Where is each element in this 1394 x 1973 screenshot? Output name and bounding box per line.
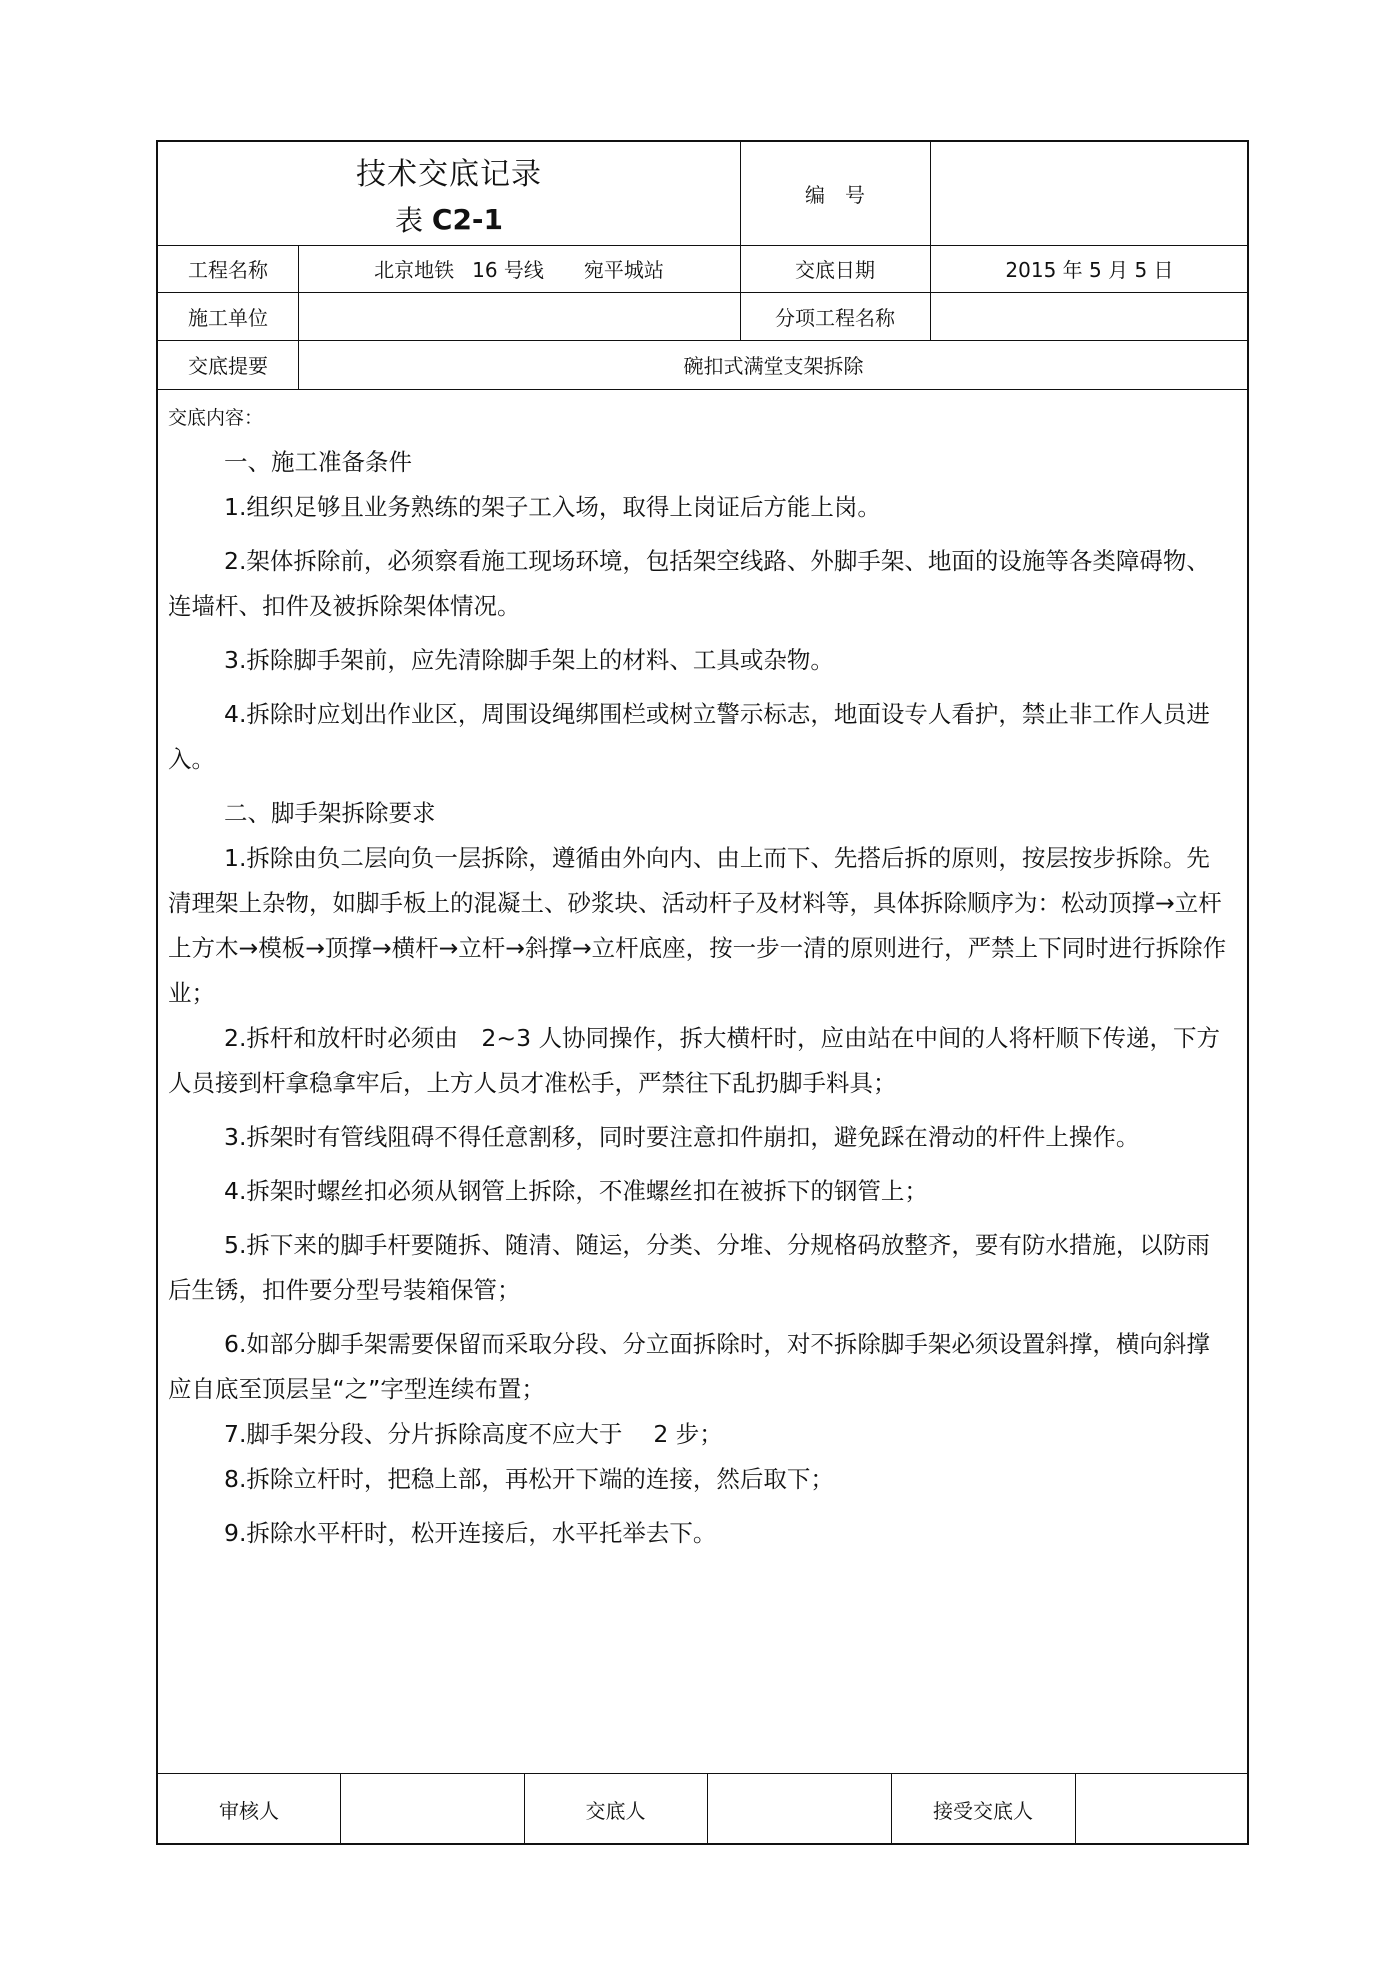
content-paragraph: 3.拆除脚手架前，应先清除脚手架上的材料、工具或杂物。 <box>224 646 834 674</box>
disclosure-record-form <box>156 140 1249 1845</box>
content-label: 交底内容： <box>168 407 264 429</box>
content-paragraph: 5.拆下来的脚手杆要随拆、随清、随运，分类、分堆、分规格码放整齐，要有防水措施，以防雨后生锈，扣件要分型号装箱保管； <box>168 1231 1210 1304</box>
content-paragraph: 2.拆杆和放杆时必须由 2~3 人协同操作，拆大横杆时，应由站在中间的人将杆顺下传递，下方人员接到杆拿稳拿牢后，上方人员才准松手，严禁往下乱扔脚手料具； <box>168 1024 1220 1097</box>
project-name-label: 工程名称 <box>188 258 268 282</box>
content-paragraph: 4.拆架时螺丝扣必须从钢管上拆除，不准螺丝扣在被拆下的钢管上； <box>224 1177 928 1205</box>
discloser-label: 交底人 <box>585 1798 646 1823</box>
date-value: 2015 年 5 月 5 日 <box>1005 258 1174 282</box>
subproject-name-value <box>930 292 1249 340</box>
date-label: 交底日期 <box>795 258 875 282</box>
number-label: 编 号 <box>805 183 865 207</box>
number-value <box>930 142 1249 245</box>
project-name-station: 宛平城站 <box>583 258 664 282</box>
construction-unit-value <box>298 292 740 340</box>
form-code-value: C2-1 <box>431 202 504 236</box>
content-paragraph: 7.脚手架分段、分片拆除高度不应大于 2 步； <box>224 1420 723 1448</box>
content-paragraph: 3.拆架时有管线阻碍不得任意割移，同时要注意扣件崩扣，避免踩在滑动的杆件上操作。 <box>224 1123 1140 1151</box>
content-paragraph: 8.拆除立杆时，把稳上部，再松开下端的连接，然后取下； <box>224 1465 834 1493</box>
content-paragraph: 9.拆除水平杆时，松开连接后，水平托举去下。 <box>224 1519 717 1547</box>
receiver-signature <box>1075 1773 1249 1845</box>
disclosure-content <box>168 404 1233 1556</box>
summary-label: 交底提要 <box>188 354 268 378</box>
content-paragraph: 1.拆除由负二层向负一层拆除，遵循由外向内、由上而下、先搭后拆的原则，按层按步拆除。先清理架上杂物，如脚手板上的混凝土、砂浆块、活动杆子及材料等，具体拆除顺序为：松动顶撑→立杆上方木→模板→顶撑→横杆→立杆→斜撑→立杆底座，按一步一清的原则进行，严禁上下同时进行拆除作业； <box>168 844 1227 1007</box>
reviewer-label: 审核人 <box>219 1798 279 1823</box>
reviewer-signature <box>340 1773 524 1845</box>
project-name-line: 北京地铁 <box>374 258 455 282</box>
row-divider <box>158 389 1247 390</box>
content-paragraph: 6.如部分脚手架需要保留而采取分段、分立面拆除时，对不拆除脚手架必须设置斜撑，横向斜撑应自底至顶层呈“之”字型连续布置； <box>168 1330 1210 1403</box>
project-name-number: 16 号线 <box>472 258 544 282</box>
summary-value: 碗扣式满堂支架拆除 <box>683 354 864 378</box>
section-heading: 一、施工准备条件 <box>224 448 412 476</box>
form-code <box>158 194 740 244</box>
section-heading: 二、脚手架拆除要求 <box>224 799 436 827</box>
content-paragraph: 1.组织足够且业务熟练的架子工入场，取得上岗证后方能上岗。 <box>224 493 881 521</box>
construction-unit-label: 施工单位 <box>188 305 268 330</box>
subproject-name-label: 分项工程名称 <box>775 305 895 330</box>
form-code-prefix: 表 <box>394 204 423 237</box>
content-paragraph: 4.拆除时应划出作业区，周围设绳绑围栏或树立警示标志，地面设专人看护，禁止非工作人员进入。 <box>168 700 1210 773</box>
receiver-label: 接受交底人 <box>933 1798 1033 1823</box>
form-title: 技术交底记录 <box>356 157 542 192</box>
discloser-signature <box>707 1773 891 1845</box>
project-name-value <box>298 245 740 292</box>
content-paragraph: 2.架体拆除前，必须察看施工现场环境，包括架空线路、外脚手架、地面的设施等各类障碍物、连墙杆、扣件及被拆除架体情况。 <box>168 547 1210 620</box>
